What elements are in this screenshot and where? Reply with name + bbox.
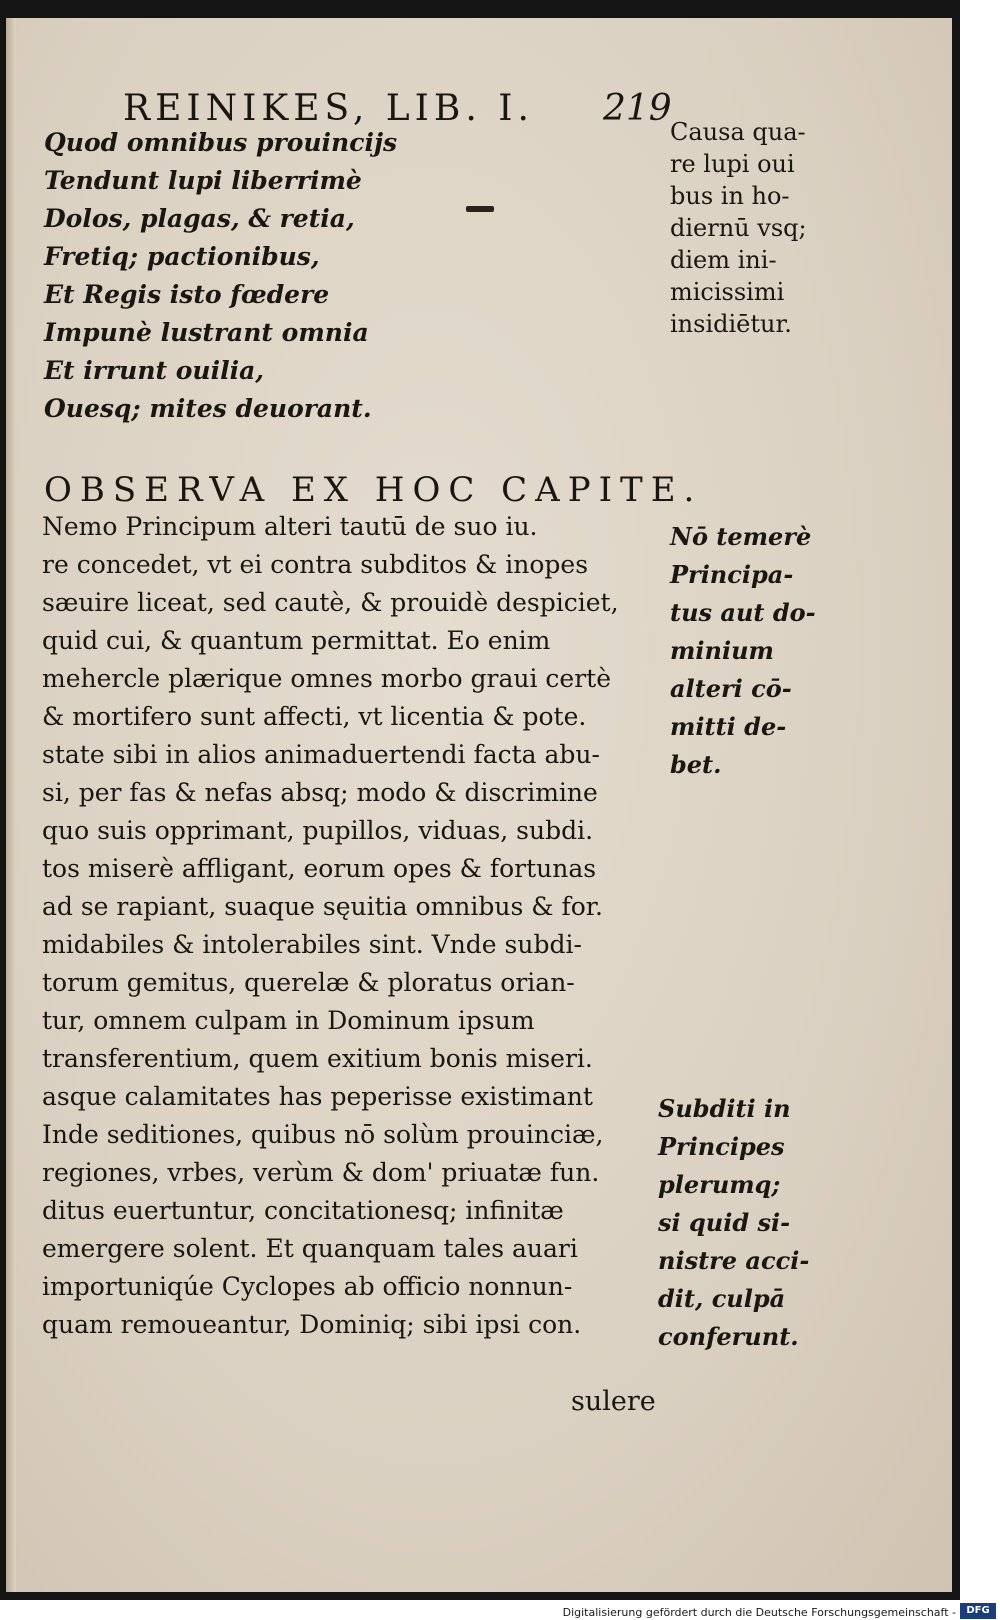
body-line: emergere solent. Et quanquam tales auari [42,1234,578,1263]
poem-line: Et Regis isto fœdere [44,280,330,309]
body-line: tos miserè affligant, eorum opes & fortunas [42,854,597,883]
body-line: Nemo Principum alteri tautū de suo iu. [42,512,538,541]
body-line: re concedet, vt ei contra subditos & inopes [42,550,589,579]
margin-note-line: nistre acci- [658,1246,810,1275]
margin-note-line: insidiētur. [670,310,792,338]
section-heading: OBSERVA EX HOC CAPITE. [44,470,703,510]
body-line: transferentium, quem exitium bonis miseri. [42,1044,593,1073]
poem-line: Fretiq; pactionibus, [44,242,320,271]
book-page [6,18,952,1592]
body-line: state sibi in alios animaduertendi facta abu- [42,740,600,769]
margin-note-line: micissimi [670,278,785,306]
margin-note-line: conferunt. [658,1322,799,1351]
margin-note-line: si quid si- [658,1208,791,1237]
body-line: sæuire liceat, sed cautè, & prouidè despiciet, [42,588,619,617]
poem-line: Et irrunt ouilia, [44,356,264,385]
body-line: tur, omnem culpam in Dominum ipsum [42,1006,535,1035]
body-line: quid cui, & quantum permittat. Eo enim [42,626,551,655]
body-line: & mortifero sunt affecti, vt licentia & pote. [42,702,587,731]
page-number: 219 [603,88,672,129]
margin-note-line: Principes [658,1132,785,1161]
margin-note-line: diem ini- [670,246,777,274]
poem-line: Impunè lustrant omnia [44,318,369,347]
body-line: quo suis opprimant, pupillos, viduas, subdi. [42,816,594,845]
margin-note-line: re lupi oui [670,150,795,178]
poem-line: Tendunt lupi liberrimè [44,166,362,195]
margin-note-line: Causa qua- [670,118,806,146]
margin-note-line: Nō temerè [670,522,812,551]
margin-note-line: plerumq; [658,1170,781,1199]
margin-note-line: tus aut do- [670,598,816,627]
margin-note-line: mitti de- [670,712,787,741]
body-line: asque calamitates has peperisse existimant [42,1082,593,1111]
margin-note-line: Principa- [670,560,794,589]
digitization-credit: Digitalisierung gefördert durch die Deutsche Forschungsgemeinschaft - [562,1606,956,1619]
margin-note-line: bus in ho- [670,182,790,210]
margin-note-line: minium [670,636,774,665]
poem-line: Dolos, plagas, & retia, [44,204,355,233]
body-line: midabiles & intolerabiles sint. Vnde subdi- [42,930,582,959]
margin-note-line: Subditi in [658,1094,791,1123]
page-edge-shadow [6,18,16,1592]
margin-note-line: dit, culpā [658,1284,786,1313]
body-line: quam remoueantur, Dominiq; sibi ipsi con. [42,1310,582,1339]
running-head: REINIKES, LIB. I. [123,88,534,129]
margin-note-line: alteri cō- [670,674,792,703]
body-line: ditus euertuntur, concitationesq; infinitæ [42,1196,564,1225]
margin-note-line: bet. [670,750,722,779]
poem-line: Ouesq; mites deuorant. [44,394,372,423]
catchword: sulere [571,1386,656,1417]
poem-line: Quod omnibus prouincijs [44,128,398,157]
body-line: regiones, vrbes, verùm & dom' priuatæ fun. [42,1158,600,1187]
body-line: importuniqúe Cyclopes ab officio nonnun- [42,1272,573,1301]
body-line: si, per fas & nefas absq; modo & discrimine [42,778,598,807]
body-line: Inde seditiones, quibus nō solùm prouinciæ, [42,1120,604,1149]
body-line: torum gemitus, querelæ & ploratus orian- [42,968,575,997]
dfg-logo: DFG [960,1603,996,1619]
dash-ornament [466,206,494,212]
body-line: ad se rapiant, suaque sęuitia omnibus & for. [42,892,603,921]
margin-note-line: diernū vsq; [670,214,807,242]
body-line: mehercle plærique omnes morbo graui certè [42,664,612,693]
